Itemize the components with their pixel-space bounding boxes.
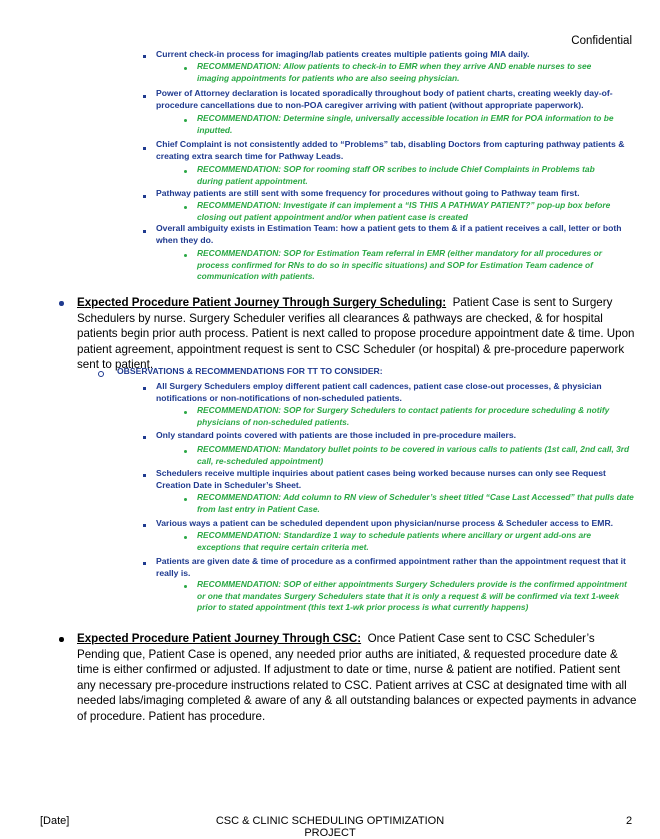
surgery-journey-heading: Expected Procedure Patient Journey Through Surgery Scheduling:	[77, 296, 447, 309]
surgery-journey-paragraph	[77, 295, 637, 373]
bullet-icon	[184, 67, 187, 70]
bullet-icon	[184, 498, 187, 501]
bullet-icon	[184, 411, 187, 414]
observation-text: Various ways a patient can be scheduled dependent upon physician/nurse process & Scheduler access to EMR.	[156, 518, 614, 528]
surgery-journey-body: Patient Case is sent to Surgery Schedulers by nurse. Surgery Scheduler verifies all clearances & pathways are checked, & for hospital patients begin prior auth process. Patient is next called to propose procedure appointment date & time. Upon patient agreement, appointment request is sent to CSC Scheduler (or hospital) & pre-procedure paperwork sent to patient.	[77, 296, 635, 372]
footer-date: [Date]	[40, 815, 70, 827]
circle-bullet-icon	[98, 371, 104, 377]
footer-project-title: CSC & CLINIC SCHEDULING OPTIMIZATION PROJECT	[215, 815, 445, 839]
recommendation-text: RECOMMENDATION: SOP for Surgery Schedulers to contact patients for procedure scheduling & notify physicians of non-scheduled patients.	[197, 405, 610, 427]
bullet-icon	[143, 474, 146, 477]
recommendation-text: RECOMMENDATION: SOP for rooming staff OR scribes to include Chief Complaints in Problems tab during patient appointment.	[197, 164, 595, 186]
bullet-icon	[59, 637, 64, 642]
bullet-icon	[143, 562, 146, 565]
finding-text: Current check-in process for imaging/lab patients creates multiple patients going MIA daily.	[156, 49, 530, 59]
finding-text: Chief Complaint is not consistently added to “Problems” tab, disabling Doctors from capturing pathway patients & creating extra search time for Pathway Leads.	[156, 139, 625, 161]
recommendation-text: RECOMMENDATION: Allow patients to check-in to EMR when they arrive AND enable nurses to see imaging appointments for patients who are also seeing physician.	[197, 61, 592, 83]
bullet-icon	[184, 206, 187, 209]
bullet-icon	[143, 230, 146, 233]
observations-heading: OBSERVATIONS & RECOMMENDATIONS FOR TT TO CONSIDER:	[117, 366, 383, 376]
recommendation-text: RECOMMENDATION: Add column to RN view of Scheduler’s sheet titled “Case Last Accessed” that pulls date from last entry in Patient Case.	[197, 492, 634, 514]
bullet-icon	[184, 170, 187, 173]
bullet-icon	[143, 195, 146, 198]
bullet-icon	[143, 55, 146, 58]
bullet-icon	[143, 387, 146, 390]
confidential-label: Confidential	[571, 35, 632, 47]
csc-journey-body: Once Patient Case sent to CSC Scheduler’s Pending que, Patient Case is opened, any needed prior auths are initiated, & requested procedure date & time is either confirmed or adjusted. If adjustment to date or time, nurse & patient are notified. Patient sent any necessary pre-procedure instructions related to CSC. Patient arrives at CSC at designated time with all needed labs/imaging completed & aware of any & all outstanding balances or expected payments in advance of procedure. Patient has procedure.	[77, 632, 637, 723]
bullet-icon	[143, 524, 146, 527]
bullet-icon	[184, 119, 187, 122]
recommendation-text: RECOMMENDATION: Standardize 1 way to schedule patients where ancillary or urgent add-ons are exceptions that require certain criteria met.	[197, 530, 592, 552]
recommendation-text: RECOMMENDATION: SOP for Estimation Team referral in EMR (either mandatory for all procedures or process confirmed for RNs to do so in specific situations) and SOP for Estimation Team cadence of communication with patients.	[197, 248, 603, 281]
finding-text: Pathway patients are still sent with some frequency for procedures without going to Pathway team first.	[156, 188, 580, 198]
csc-journey-paragraph	[77, 631, 637, 725]
recommendation-text: RECOMMENDATION: SOP of either appointments Surgery Schedulers provide is the confirmed appointment or one that mandates Surgery Schedulers state that it is only a request & will be confirmed via text 1-week prior to stated appointment (this text 1-wk prior process is what currently happens)	[197, 579, 627, 612]
observation-text: All Surgery Schedulers employ different patient call cadences, patient case close-out processes, & physician notifications or non-notifications of non-scheduled patients.	[156, 381, 602, 403]
csc-journey-heading: Expected Procedure Patient Journey Through CSC:	[77, 632, 362, 645]
bullet-icon	[184, 254, 187, 257]
recommendation-text: RECOMMENDATION: Mandatory bullet points to be covered in various calls to patients (1st call, 2nd call, 3rd call, re-scheduled appointment)	[197, 444, 630, 466]
finding-text: Overall ambiguity exists in Estimation Team: how a patient gets to them & if a patient receives a call, letter or both when they do.	[156, 223, 622, 245]
finding-text: Power of Attorney declaration is located sporadically throughout body of patient charts, creating weekly day-of-procedure cancellations due to non-POA caregiver arriving with patient (without appropriate paperwork).	[156, 88, 613, 110]
recommendation-text: RECOMMENDATION: Investigate if can implement a “IS THIS A PATHWAY PATIENT?” pop-up box before closing out patient appointment and/or when patient case is created	[197, 200, 611, 222]
recommendation-text: RECOMMENDATION: Determine single, universally accessible location in EMR for POA information to be inputted.	[197, 113, 614, 135]
bullet-icon	[184, 450, 187, 453]
observation-text: Only standard points covered with patients are those included in pre-procedure mailers.	[156, 430, 517, 440]
page-number: 2	[626, 815, 633, 827]
observation-text: Schedulers receive multiple inquiries about patient cases being worked because nurses can only see Request Creation Date in Scheduler’s Sheet.	[156, 468, 606, 490]
bullet-icon	[143, 436, 146, 439]
bullet-icon	[184, 536, 187, 539]
bullet-icon	[143, 95, 146, 98]
bullet-icon	[59, 301, 64, 306]
bullet-icon	[184, 585, 187, 588]
bullet-icon	[143, 147, 146, 150]
observation-text: Patients are given date & time of procedure as a confirmed appointment rather than the appointment request that it really is.	[156, 556, 626, 578]
